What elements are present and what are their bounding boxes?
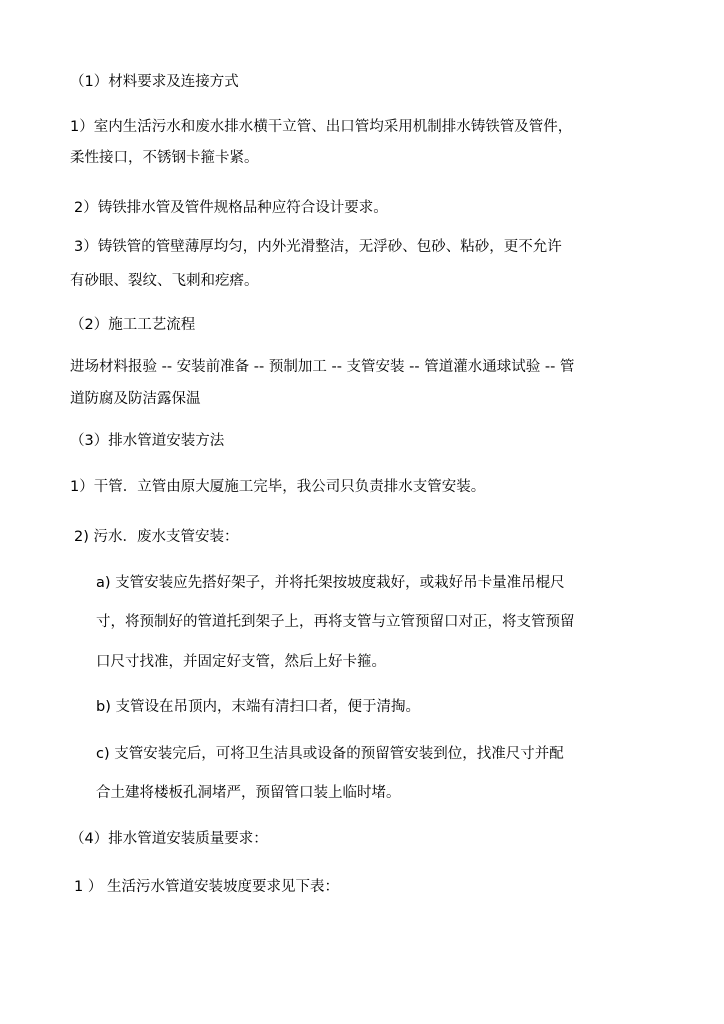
section-heading-process: （2）施工工艺流程 <box>70 317 196 333</box>
paragraph-line: 进场材料报验 -- 安装前准备 -- 预制加工 -- 支管安装 -- 管道灌水通球试验 -- 管 <box>70 359 575 375</box>
section-heading-quality: （4）排水管道安装质量要求： <box>70 831 268 847</box>
paragraph-line: 2) 污水．废水支管安装： <box>74 529 239 545</box>
paragraph-line: 1）干管．立管由原大厦施工完毕，我公司只负责排水支管安装。 <box>70 479 486 495</box>
paragraph-line: b) 支管设在吊顶内，末端有清扫口者，便于清掏。 <box>96 699 420 715</box>
paragraph-line: 有砂眼、裂纹、飞刺和疙瘩。 <box>70 273 259 289</box>
paragraph-line: 3）铸铁管的管壁薄厚均匀，内外光滑整洁，无浮砂、包砂、粘砂，更不允许 <box>74 239 562 255</box>
paragraph-line: 寸，将预制好的管道托到架子上，再将支管与立管预留口对正，将支管预留 <box>96 614 575 630</box>
paragraph-line: 柔性接口，不锈钢卡箍卡紧。 <box>70 150 259 166</box>
paragraph-line: 合土建将楼板孔洞堵严，预留管口装上临时堵。 <box>96 785 401 801</box>
paragraph-line: 道防腐及防洁露保温 <box>70 391 201 407</box>
paragraph-line: c) 支管安装完后，可将卫生洁具或设备的预留管安装到位，找准尺寸并配 <box>96 746 564 762</box>
paragraph-line: a) 支管安装应先搭好架子，并将托架按坡度栽好，或栽好吊卡量准吊棍尺 <box>96 575 565 591</box>
paragraph-line: 口尺寸找准，并固定好支管，然后上好卡箍。 <box>96 654 386 670</box>
section-heading-install-method: （3）排水管道安装方法 <box>70 433 225 449</box>
paragraph-line: 1 ） 生活污水管道安装坡度要求见下表： <box>74 879 339 895</box>
paragraph-line: 2）铸铁排水管及管件规格品种应符合设计要求。 <box>74 200 388 216</box>
section-heading-materials: （1）材料要求及连接方式 <box>70 74 239 90</box>
paragraph-line: 1）室内生活污水和废水排水横干立管、出口管均采用机制排水铸铁管及管件， <box>70 119 573 135</box>
